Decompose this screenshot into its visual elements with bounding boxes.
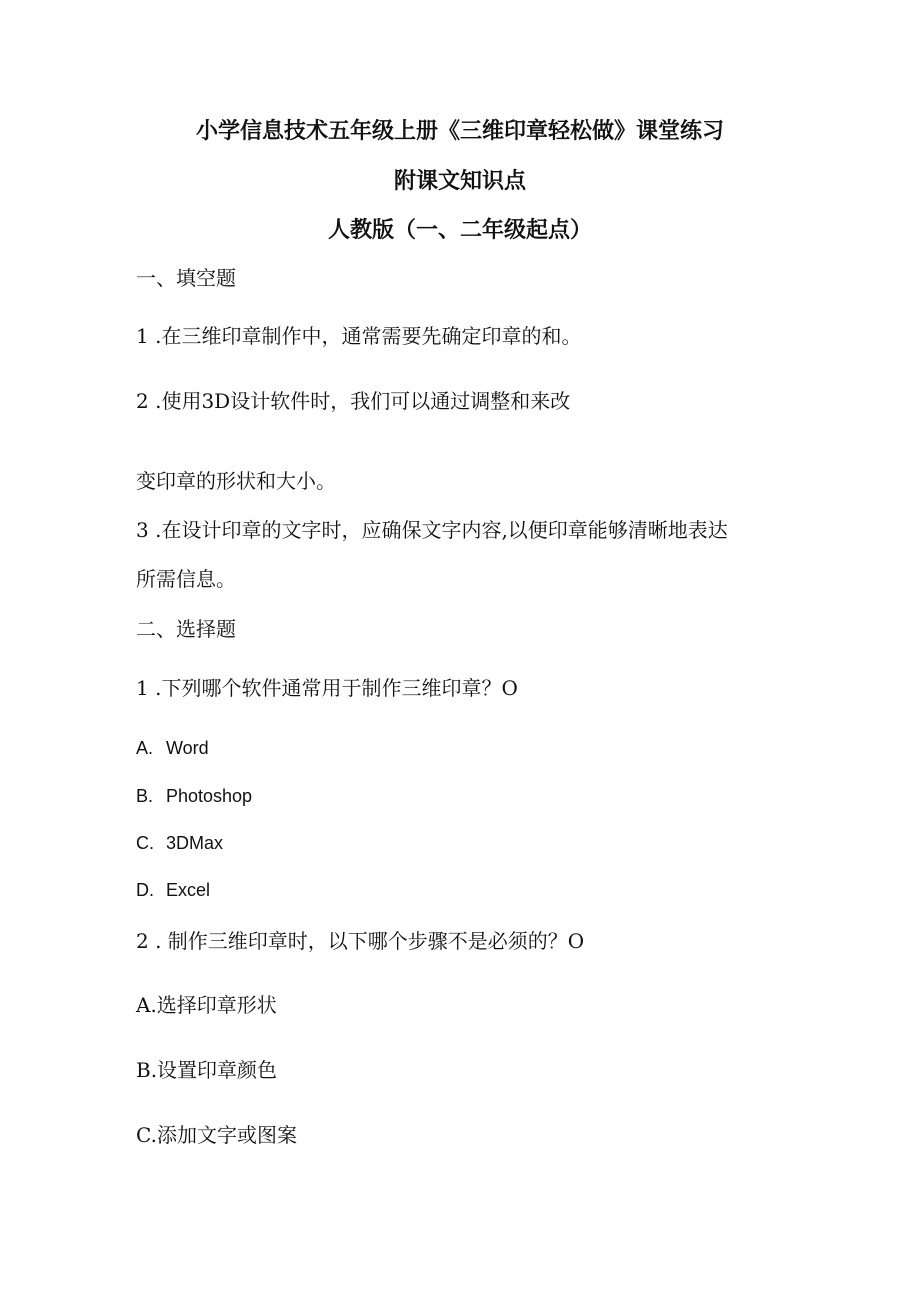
document-edition: 人教版（一、二年级起点）	[327, 218, 592, 243]
choice-option-b: B.设置印章颜色	[136, 1058, 278, 1082]
fill-blank-question-2: 2 .使用3D设计软件时，我们可以通过调整和来改	[136, 389, 571, 413]
option-letter: A.	[136, 738, 154, 758]
option-letter: B.	[136, 786, 154, 806]
choice-option-d	[136, 878, 210, 902]
option-letter: C.	[136, 833, 154, 853]
fill-blank-question-2-continued: 变印章的形状和大小。	[136, 469, 336, 493]
choice-option-c: C.添加文字或图案	[136, 1123, 297, 1147]
option-text: 3DMax	[166, 833, 224, 853]
section-heading-multiple-choice: 二、选择题	[136, 617, 236, 641]
fill-blank-question-3: 3 .在设计印章的文字时，应确保文字内容,以便印章能够清晰地表达	[136, 518, 728, 542]
document-subtitle: 附课文知识点	[393, 169, 526, 194]
document-title: 小学信息技术五年级上册《三维印章轻松做》课堂练习	[195, 119, 724, 144]
option-text: Excel	[166, 880, 211, 900]
choice-option-b	[136, 784, 252, 808]
choice-option-a	[136, 736, 209, 760]
choice-question-2: 2 . 制作三维印章时，以下哪个步骤不是必须的？O	[136, 929, 585, 953]
section-heading-fill-blank: 一、填空题	[136, 266, 236, 290]
choice-option-a: A.选择印章形状	[136, 993, 277, 1017]
fill-blank-question-1: 1 .在三维印章制作中，通常需要先确定印章的和。	[136, 324, 582, 348]
option-text: Photoshop	[166, 786, 253, 806]
option-text: Word	[166, 738, 209, 758]
option-letter: D.	[136, 880, 154, 900]
choice-question-1: 1 .下列哪个软件通常用于制作三维印章？O	[136, 676, 518, 700]
choice-option-c	[136, 831, 223, 855]
fill-blank-question-3-continued: 所需信息。	[136, 567, 236, 591]
